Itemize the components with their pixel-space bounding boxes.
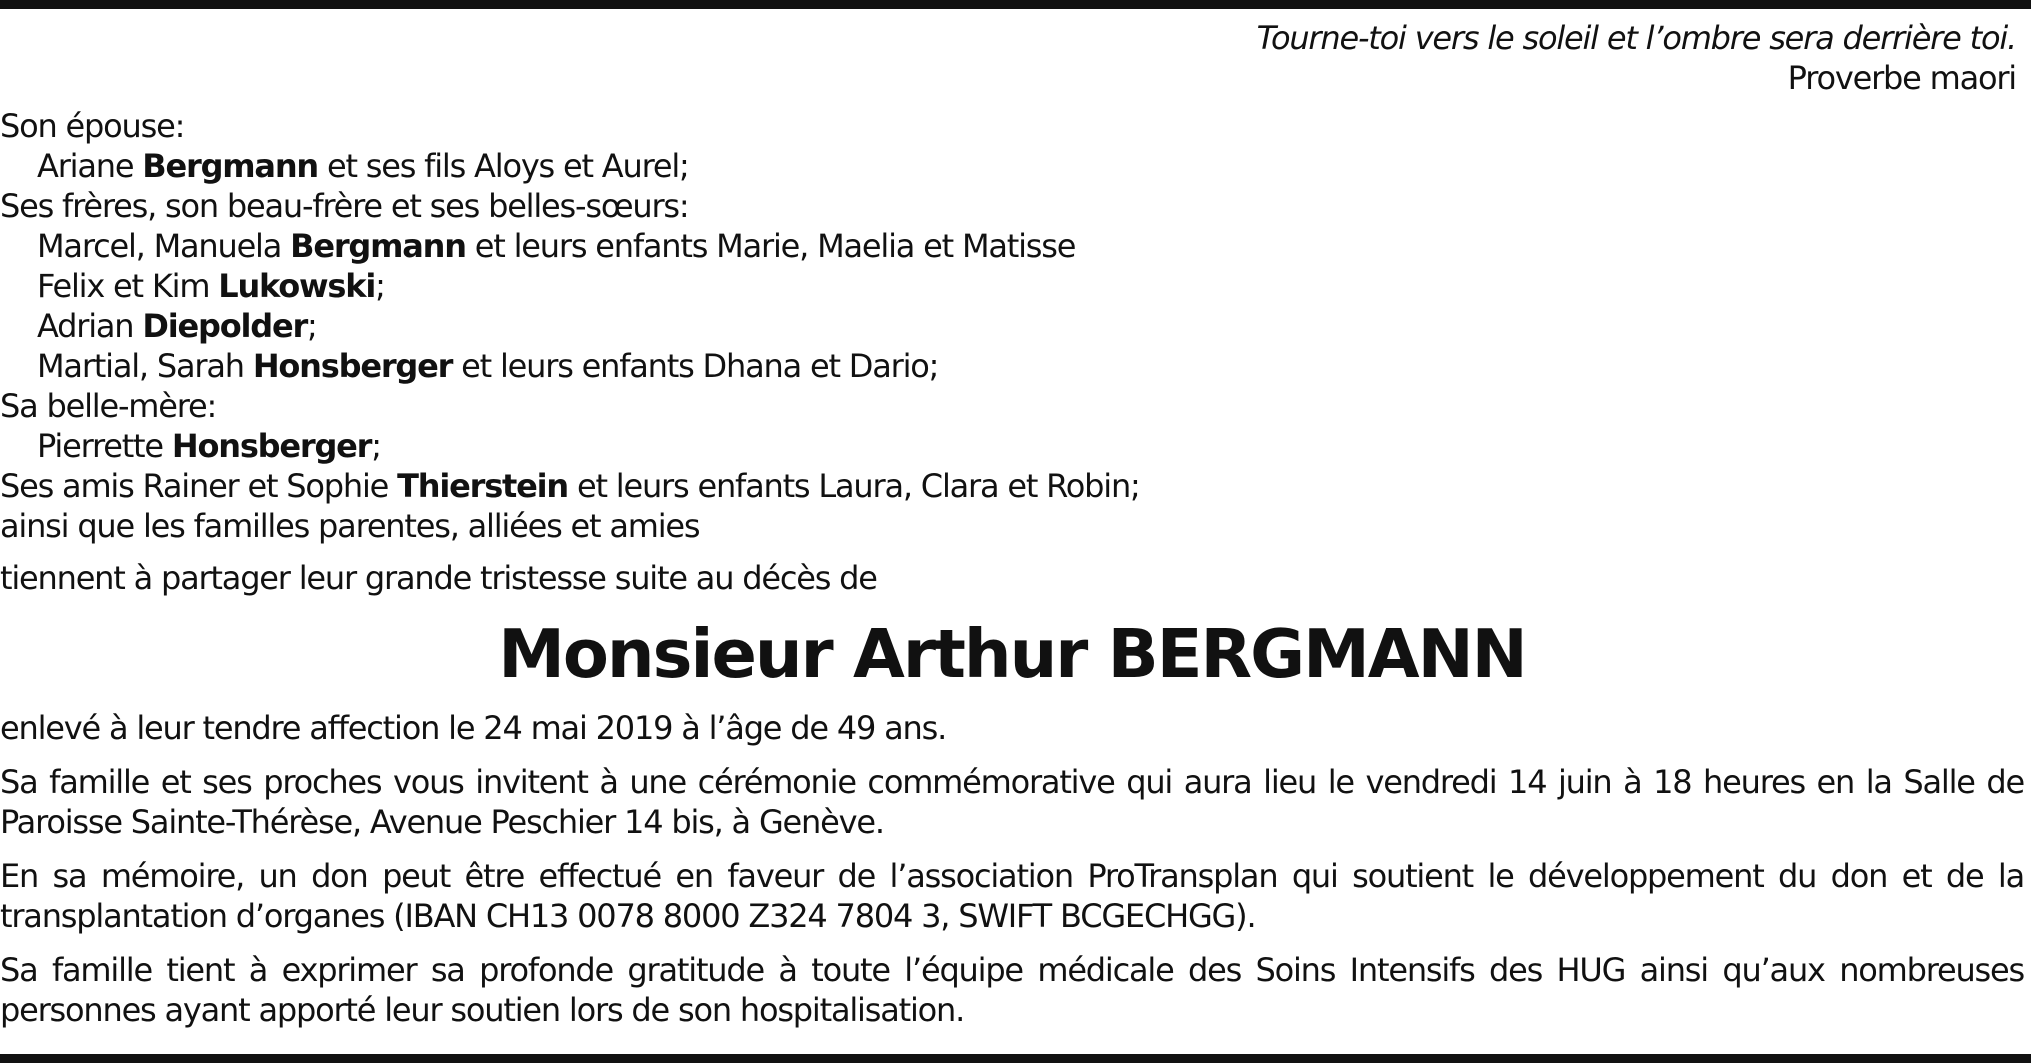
sibling-entry: Martial, Sarah Honsberger et leurs enfants Dhana et Dario; [37,347,939,385]
motto-source: Proverbe maori [1787,59,2016,97]
passing-line: enlevé à leur tendre affection le 24 mai 2019 à l’âge de 49 ans. [0,709,947,747]
mother-in-law-entry: Pierrette Honsberger; [37,427,381,465]
sibling-entry: Adrian Diepolder; [37,307,317,345]
spouse-entry: Ariane Bergmann et ses fils Aloys et Aurel; [37,147,689,185]
surname: Thierstein [397,467,569,505]
motto-quote: Tourne-toi vers le soleil et l’ombre sera derrière toi. [1256,19,2016,57]
announcement-line: tiennent à partager leur grande tristesse suite au décès de [0,559,877,597]
sibling-entry: Marcel, Manuela Bergmann et leurs enfants Marie, Maelia et Matisse [37,227,1076,265]
top-border-rule [0,0,2031,9]
surname: Honsberger [252,347,453,385]
deceased-name: Monsieur Arthur BERGMANN [498,615,1526,693]
mother-in-law-heading: Sa belle-mère: [0,387,217,425]
ceremony-paragraph: Sa famille et ses proches vous invitent à une cérémonie commémorative qui aura lieu le vendredi 14 juin à 18 heures en la Salle de Paroisse Sainte-Thérèse, Avenue Peschier 14 bis, à Genève. [0,763,2024,841]
spouse-heading: Son épouse: [0,107,185,145]
sibling-entry: Felix et Kim Lukowski; [37,267,385,305]
obituary-notice [0,18,2024,1030]
surname: Bergmann [290,227,466,265]
surname: Diepolder [142,307,308,345]
donation-paragraph: En sa mémoire, un don peut être effectué en faveur de l’association ProTransplan qui soutient le développement du don et de la transplantation d’organes (IBAN CH13 0078 8000 Z324 7804 3, SWIFT BCGECHGG). [0,857,2024,935]
friends-entry: Ses amis Rainer et Sophie Thierstein et leurs enfants Laura, Clara et Robin; [0,467,1140,505]
bottom-border-rule [0,1054,2031,1063]
extended-family-line: ainsi que les familles parentes, alliées et amies [0,507,700,545]
surname: Honsberger [171,427,372,465]
surname: Bergmann [142,147,318,185]
surname: Lukowski [218,267,376,305]
gratitude-paragraph: Sa famille tient à exprimer sa profonde gratitude à toute l’équipe médicale des Soins Intensifs des HUG ainsi qu’aux nombreuses personnes ayant apporté leur soutien lors de son hospitalisation. [0,951,2024,1029]
siblings-heading: Ses frères, son beau-frère et ses belles-sœurs: [0,187,689,225]
